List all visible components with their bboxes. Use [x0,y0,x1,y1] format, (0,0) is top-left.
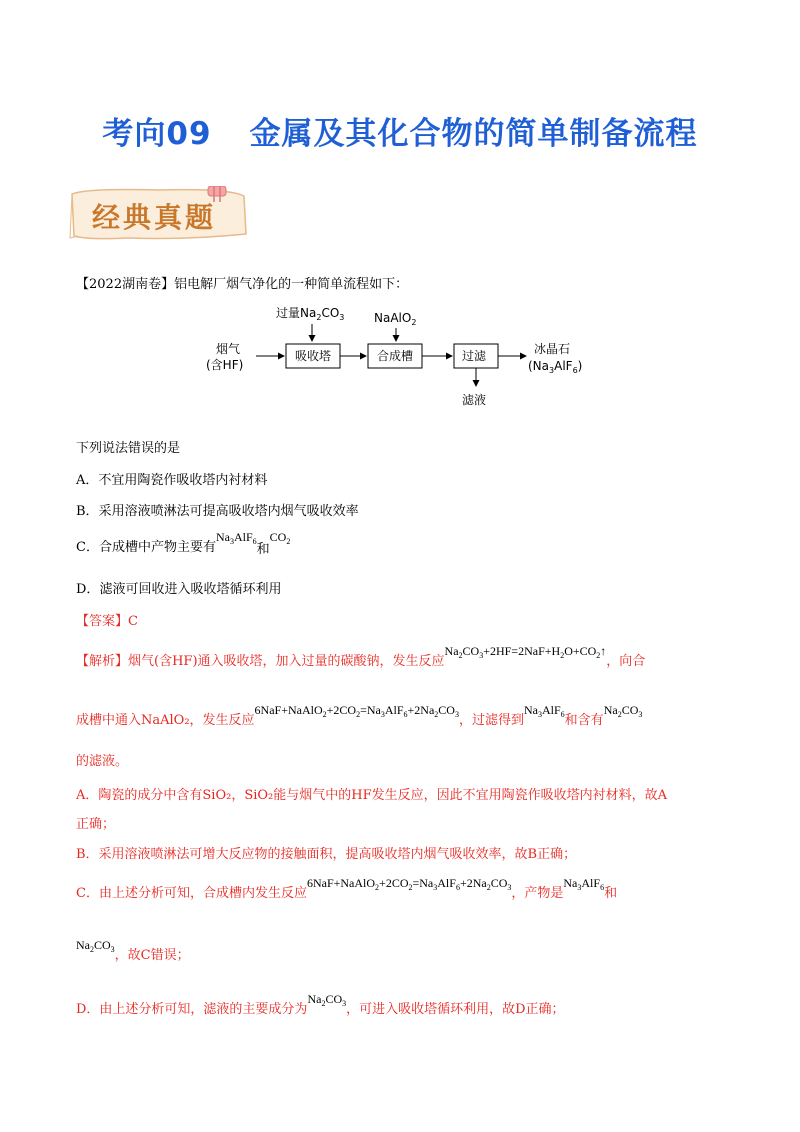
question-intro [76,273,408,292]
title-label: 考向09 [102,116,212,152]
formula-na2co3-2: $Na_2CO_3$ [76,938,115,954]
question-prompt: 下列说法错误的是 [76,441,181,456]
flow-product-2: $(Na_3AlF_6)$ [528,359,583,375]
formula-na3alf6-2: $Na_3AlF_6$ [523,703,565,719]
flow-box-1-label: 吸收塔 [295,349,332,363]
analysis-c-1: C．由上述分析可知，合成槽内发生反应$6NaF+NaAlO_2+2CO_2=Na_3AlF_6+2Na_2CO_3$，产物是$Na_3AlF_6$和 [76,876,618,901]
formula-co2: $CO_2$ [269,530,291,546]
analysis-a-2: 正确； [76,817,116,832]
question-source: 【2022湖南卷】 [76,277,175,292]
option-c: C．合成槽中产物主要有$Na_3AlF_6$和$CO_2$ [76,530,291,557]
flow-waste: 滤液 [462,393,487,407]
option-b: B．采用溶液喷淋法可提高吸收塔内烟气吸收效率 [76,504,359,519]
banner-text: 经典真题 [92,201,217,234]
option-a: A．不宜用陶瓷作吸收塔内衬材料 [76,473,268,488]
analysis-b: B．采用溶液喷淋法可增大反应物的接触面积，提高吸收塔内烟气吸收效率，故B正确； [76,847,577,862]
title-text: 金属及其化合物的简单制备流程 [249,116,698,152]
analysis-line-2: 成槽中通入NaAlO₂，发生反应$6NaF+NaAlO_2+2CO_2=Na_3AlF_6+2Na_2CO_3$，过滤得到$Na_3AlF_6$和含有$Na_2CO_3$ [76,703,643,728]
flow-product-1: 冰晶石 [534,342,571,356]
formula-na2co3-1: $Na_2CO_3$ [603,703,643,719]
flow-box-2-label: 合成槽 [377,349,414,363]
flow-feed-1: 烟气 [216,342,241,356]
flow-diagram [200,300,620,415]
formula-reaction-1: $Na_2CO_3+2HF=2NaF+H_2O+CO_2↑$ [444,644,607,660]
formula-na2co3-3: $Na_2CO_3$ [307,992,347,1008]
formula-reaction-3: $6NaF+NaAlO_2+2CO_2=Na_3AlF_6+2Na_2CO_3$ [306,876,512,892]
analysis-a-1: A．陶瓷的成分中含有SiO₂，SiO₂能与烟气中的HF发生反应，因此不宜用陶瓷作吸收塔内衬材料，故A [76,788,667,803]
flow-input-b: NaAlO$_2$ [374,311,417,327]
flow-feed-2: (含HF) [206,358,244,372]
analysis-d: D．由上述分析可知，滤液的主要成分为$Na_2CO_3$，可进入吸收塔循环利用，故D正确； [76,992,565,1017]
analysis-c-2: $Na_2CO_3$，故C错误； [76,938,190,963]
formula-na3alf6: $Na_3AlF_6$ [215,530,257,546]
formula-reaction-2: $6NaF+NaAlO_2+2CO_2=Na_3AlF_6+2Na_2CO_3$ [254,703,459,719]
formula-na3alf6-3: $Na_3AlF_6$ [563,876,605,892]
flow-input-a: 过量$Na_2CO_3$ [276,306,345,322]
page-title [0,108,800,153]
question-intro-text: 铝电解厂烟气净化的一种简单流程如下： [174,277,409,292]
analysis-line-3: 的滤液。 [76,754,129,769]
answer: 【答案】C [76,614,138,629]
flow-box-3-label: 过滤 [462,349,487,363]
analysis-line-1: 【解析】烟气(含HF)通入吸收塔，加入过量的碳酸钠，发生反应$Na_2CO_3+2HF=2NaF+H_2O+CO_2↑$，向合 [76,644,646,669]
option-d: D．滤液可回收进入吸收塔循环利用 [76,582,282,597]
